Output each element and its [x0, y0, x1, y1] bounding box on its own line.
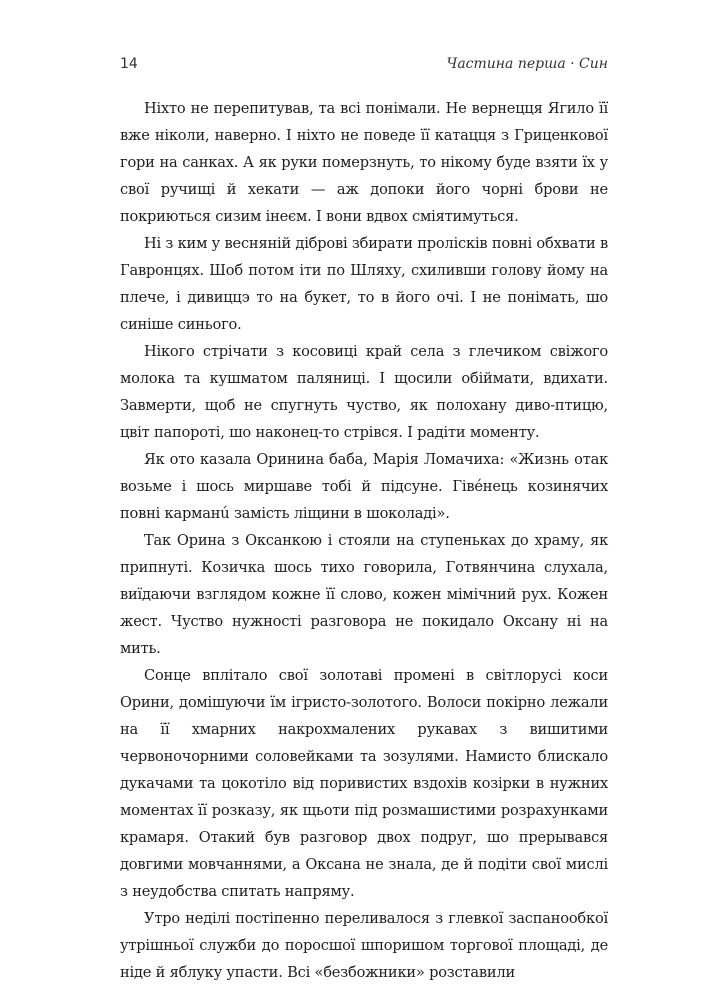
paragraph: Ніхто не перепитував, та всі понімали. Не вернецця Ягило її вже ніколи, наверно. І ніхто не поведе її катацця з Гриценкової гори на санках. А як руки померзнуть, то нікому буде взяти їх у свої ручищі й хекати — аж допоки його чорні брови не покриються сизим інеєм. І вони вдвох сміятимуться.	[120, 100, 608, 225]
body-text	[120, 95, 608, 986]
page-number: 14	[120, 56, 138, 72]
paragraph: Так Орина з Оксанкою і стояли на ступеньках до храму, як припнуті. Козичка шось тихо говорила, Готвянчина слухала, виїдаючи взглядом кожне її слово, кожен мімічний рух. Кожен жест. Чуство нужності разговора не покидало Оксану ні на мить.	[120, 532, 608, 657]
paragraph: Як ото казала Оринина баба, Марія Ломачиха: «Жизнь отак возьме і шось миршаве тобі й підсуне. Гівéнець козинячих повні карманú замість ліщини в шоколаді».	[120, 451, 608, 522]
paragraph: Сонце вплітало свої золотаві промені в світлорусі коси Орини, домішуючи їм ігристо-золотого. Волоси покірно лежали на її хмарних накрохмалених рукавах з вишитими червоночорними соловейками та зозулями. Намисто блискало дукачами та цокотіло від поривистих вздохів козірки в нужних моментах її розказу, як щьоти під розмашистими розрахунками крамаря. Отакий був разговор двох подруг, шо прерывався довгими мовчаннями, а Оксана не знала, де й подіти свої мислі з неудобства спитать напряму.	[120, 667, 608, 900]
paragraph: Ні з ким у весняній діброві збирати пролісків повні обхвати в Гавронцях. Шоб потом іти по Шляху, схиливши голову йому на плече, і дивиццэ то на букет, то в його очі. І не понімать, шо синіше синього.	[120, 235, 609, 333]
paragraph: Утро неділі постіпенно переливалося з глевкої заспанообкої утрішньої служби до поросшої шпоришом торгової площаді, де ніде й яблуку упасти. Всі «безбожники» розставили	[120, 910, 608, 981]
page-header	[120, 56, 608, 80]
paragraph: Нікого стрічати з косовиці край села з глечиком свіжого молока та кушматом паляниці. І щосили обіймати, вдихати. Завмерти, щоб не спугнуть чуство, як полохану диво-птицю, цвіт папороті, шо наконец-то стрівся. І радіти моменту.	[120, 343, 608, 441]
running-head: Частина перша · Син	[446, 56, 608, 72]
